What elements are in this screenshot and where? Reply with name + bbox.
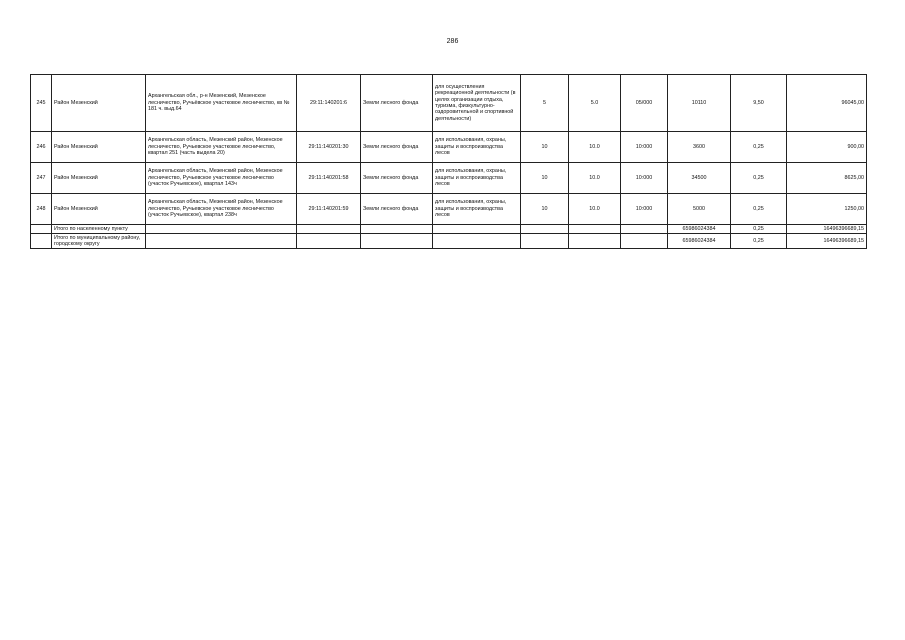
cadastral-number-cell: 29:11:140201:6 <box>297 75 361 132</box>
empty-cell <box>569 234 621 249</box>
rate-cell: 0,25 <box>731 132 787 163</box>
row-number: 247 <box>31 163 52 194</box>
empty-cell <box>361 234 433 249</box>
area-cell: 3600 <box>668 132 731 163</box>
district-cell: Район Мезенский <box>52 132 146 163</box>
empty-cell <box>146 225 297 234</box>
area-cell: 34500 <box>668 163 731 194</box>
rate-cell: 0,25 <box>731 163 787 194</box>
cadastral-number-cell: 29:11:140201:30 <box>297 132 361 163</box>
total-rate-cell: 0,25 <box>731 234 787 249</box>
land-plots-table <box>30 74 867 249</box>
empty-cell <box>31 234 52 249</box>
total-row-settlement <box>31 225 867 234</box>
area-cell: 5000 <box>668 194 731 225</box>
empty-cell <box>433 234 521 249</box>
total-value-cell: 16496396689,15 <box>787 225 867 234</box>
empty-cell <box>361 225 433 234</box>
page-number: 286 <box>446 38 459 45</box>
table-row <box>31 132 867 163</box>
column-8-cell: 5.0 <box>569 75 621 132</box>
rate-cell: 0,25 <box>731 194 787 225</box>
land-category-cell: Земли лесного фонда <box>361 163 433 194</box>
total-area-cell: 65986024384 <box>668 225 731 234</box>
total-label: Итого по муниципальному району, городскому округу <box>52 234 146 249</box>
empty-cell <box>521 234 569 249</box>
permitted-use-cell: для использования, охраны, защиты и воспроизводства лесов <box>433 163 521 194</box>
land-category-cell: Земли лесного фонда <box>361 75 433 132</box>
empty-cell <box>569 225 621 234</box>
empty-cell <box>433 225 521 234</box>
row-number: 248 <box>31 194 52 225</box>
total-rate-cell: 0,25 <box>731 225 787 234</box>
column-8-cell: 10.0 <box>569 132 621 163</box>
permitted-use-cell: для использования, охраны, защиты и воспроизводства лесов <box>433 194 521 225</box>
empty-cell <box>297 225 361 234</box>
rate-cell: 9,50 <box>731 75 787 132</box>
table-row <box>31 75 867 132</box>
column-7-cell: 5 <box>521 75 569 132</box>
column-9-cell: 10:000 <box>621 194 668 225</box>
land-category-cell: Земли лесного фонда <box>361 194 433 225</box>
cadastral-number-cell: 29:11:140201:59 <box>297 194 361 225</box>
value-cell: 8625,00 <box>787 163 867 194</box>
column-8-cell: 10.0 <box>569 163 621 194</box>
permitted-use-cell: для осуществления рекреационной деятельности (в целях организации отдыха, туризма, физкультурно-оздоровительной и спортивной деятельности) <box>433 75 521 132</box>
empty-cell <box>521 225 569 234</box>
district-cell: Район Мезенский <box>52 75 146 132</box>
total-value-cell: 16496396689,15 <box>787 234 867 249</box>
table-row <box>31 194 867 225</box>
district-cell: Район Мезенский <box>52 163 146 194</box>
address-cell: Архангельская область, Мезенский район, Мезенское лесничество, Ручьевское участковое лесничество (участок Ручьевское), квартал 238ч <box>146 194 297 225</box>
column-7-cell: 10 <box>521 163 569 194</box>
table-row <box>31 163 867 194</box>
value-cell: 96045,00 <box>787 75 867 132</box>
column-9-cell: 05/000 <box>621 75 668 132</box>
area-cell: 10110 <box>668 75 731 132</box>
total-row-municipal <box>31 234 867 249</box>
permitted-use-cell: для использования, охраны, защиты и воспроизводства лесов <box>433 132 521 163</box>
land-category-cell: Земли лесного фонда <box>361 132 433 163</box>
cadastral-number-cell: 29:11:140201:58 <box>297 163 361 194</box>
empty-cell <box>31 225 52 234</box>
address-cell: Архангельская область, Мезенский район, Мезенское лесничество, Ручьевское участковое лесничество (участок Ручьевское), квартал 143ч <box>146 163 297 194</box>
district-cell: Район Мезенский <box>52 194 146 225</box>
address-cell: Архангельская обл., р-н Мезенский, Мезенское лесничество, Ручьёвское участковое лесничество, кв № 181 ч. выд.64 <box>146 75 297 132</box>
column-9-cell: 10:000 <box>621 132 668 163</box>
value-cell: 1250,00 <box>787 194 867 225</box>
column-7-cell: 10 <box>521 194 569 225</box>
column-8-cell: 10.0 <box>569 194 621 225</box>
empty-cell <box>621 225 668 234</box>
total-area-cell: 65986024384 <box>668 234 731 249</box>
address-cell: Архангельская область, Мезенский район, Мезенское лесничество, Ручьевское участковое лесничество, квартал 251 (часть выдела 20) <box>146 132 297 163</box>
column-9-cell: 10:000 <box>621 163 668 194</box>
empty-cell <box>146 234 297 249</box>
empty-cell <box>297 234 361 249</box>
total-label: Итого по населенному пункту <box>52 225 146 234</box>
empty-cell <box>621 234 668 249</box>
row-number: 246 <box>31 132 52 163</box>
row-number: 245 <box>31 75 52 132</box>
value-cell: 900,00 <box>787 132 867 163</box>
column-7-cell: 10 <box>521 132 569 163</box>
